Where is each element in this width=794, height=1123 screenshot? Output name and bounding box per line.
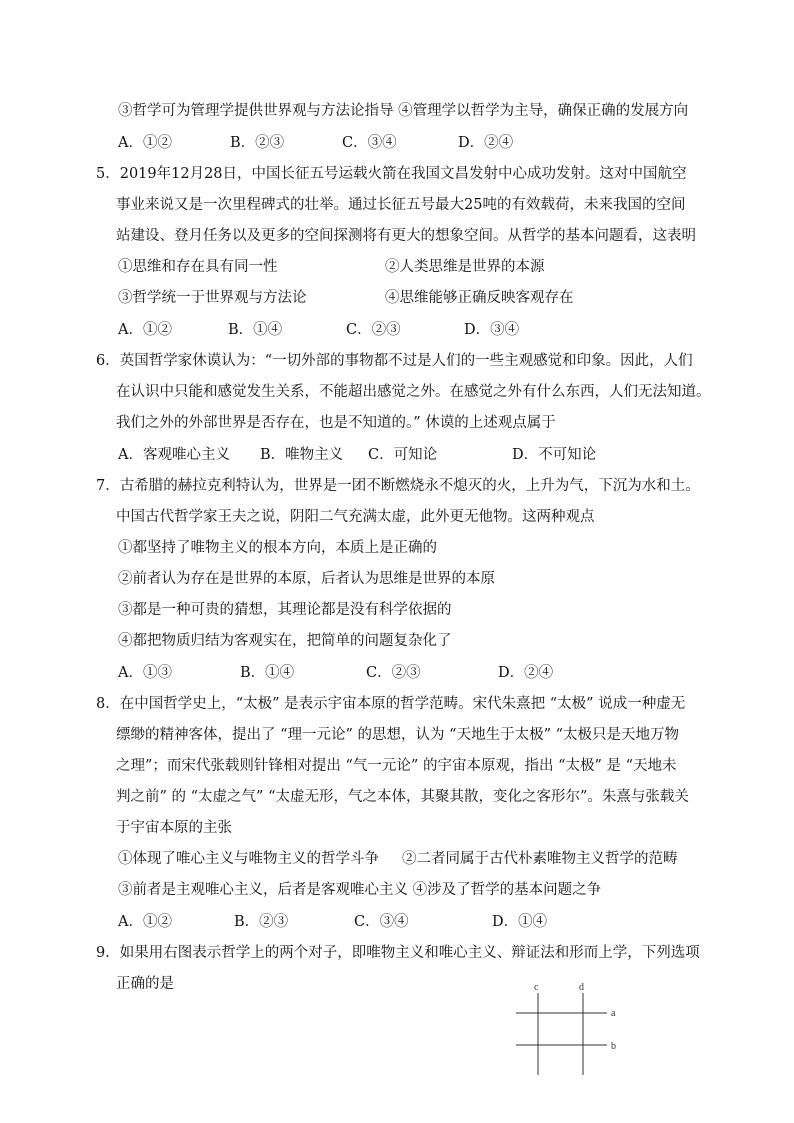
q7-statement-4: ④都把物质归结为客观实在，把简单的问题复杂化了 bbox=[118, 633, 452, 649]
q8-stem-line-1: 8．在中国哲学史上，“太极” 是表示宇宙本原的哲学范畴。宋代朱熹把 “太极” 说成一种虚无 bbox=[96, 696, 686, 712]
q4-option-a: A．①② bbox=[118, 135, 172, 151]
q8-statement-2: ②二者同属于古代朴素唯物主义哲学的范畴 bbox=[402, 851, 678, 867]
q8-stem-line-3: 之理”；而宋代张载则针锋相对提出 “气一元论” 的宇宙本原观，指出 “太极” 是 “天地未 bbox=[116, 758, 677, 774]
q6-stem-line-3: 我们之外的外部世界是否存在，也是不知道的。” 休谟的上述观点属于 bbox=[116, 415, 556, 431]
q7-statement-2: ②前者认为存在是世界的本原，后者认为思维是世界的本原 bbox=[118, 571, 495, 587]
q8-statement-1: ①体现了唯心主义与唯物主义的哲学斗争 bbox=[118, 851, 379, 867]
q6-option-b: B．唯物主义 bbox=[260, 447, 344, 463]
q9-grid-diagram bbox=[510, 975, 630, 1075]
q5-option-c: C．②③ bbox=[346, 322, 401, 338]
q5-statement-4: ④思维能够正确反映客观存在 bbox=[385, 290, 574, 306]
q4-option-d: D．②④ bbox=[458, 135, 514, 151]
q7-stem-line-2: 中国古代哲学家王夫之说，阴阳二气充满太虚，此外更无他物。这两种观点 bbox=[116, 509, 595, 525]
q8-option-d: D．①④ bbox=[492, 914, 548, 930]
q5-option-b: B．①④ bbox=[228, 322, 283, 338]
q6-stem-line-1: 6．英国哲学家休谟认为：“一切外部的事物都不过是人们的一些主观感觉和印象。因此，人们 bbox=[96, 353, 693, 369]
q5-statement-3: ③哲学统一于世界观与方法论 bbox=[118, 290, 307, 306]
label-d: d bbox=[579, 982, 584, 993]
q7-stem-line-1: 7．古希腊的赫拉克利特认为，世界是一团不断燃烧永不熄灭的火，上升为气，下沉为水和土。 bbox=[96, 478, 700, 494]
q7-option-c: C．②③ bbox=[366, 665, 421, 681]
q5-statement-2: ②人类思维是世界的本源 bbox=[385, 259, 545, 275]
q5-statement-1: ①思维和存在具有同一性 bbox=[118, 259, 278, 275]
q6-option-d: D．不可知论 bbox=[512, 447, 597, 463]
q5-stem-line-1: 5．2019年12月28日，中国长征五号运载火箭在我国文昌发射中心成功发射。这对中国航空 bbox=[96, 166, 687, 182]
label-c: c bbox=[534, 982, 539, 993]
q7-option-a: A．①③ bbox=[118, 665, 172, 681]
q7-option-d: D．②④ bbox=[498, 665, 554, 681]
q6-option-c: C．可知论 bbox=[368, 447, 438, 463]
q9-stem-line-1: 9．如果用右图表示哲学上的两个对子，即唯物主义和唯心主义、辩证法和形而上学，下列选项 bbox=[96, 945, 700, 961]
q7-option-b: B．①④ bbox=[240, 665, 295, 681]
q8-stem-line-2: 缥缈的精神客体，提出了 “理一元论” 的思想，认为 “天地生于太极” “太极只是天地万物 bbox=[116, 727, 679, 743]
q6-option-a: A．客观唯心主义 bbox=[118, 447, 230, 463]
q5-option-a: A．①② bbox=[118, 322, 172, 338]
q5-stem-line-3: 站建设、登月任务以及更多的空间探测将有更大的想象空间。从哲学的基本问题看，这表明 bbox=[116, 228, 696, 244]
q8-stem-line-5: 于宇宙本原的主张 bbox=[116, 820, 232, 836]
q8-option-b: B．②③ bbox=[234, 914, 289, 930]
q4-option-b: B．②③ bbox=[230, 135, 285, 151]
q8-statement-3-4: ③前者是主观唯心主义，后者是客观唯心主义 ④涉及了哲学的基本问题之争 bbox=[118, 882, 602, 898]
q5-stem-line-2: 事业来说又是一次里程碑式的壮举。通过长征五号最大25吨的有效载荷，未来我国的空间 bbox=[116, 197, 686, 213]
q4-option-c: C．③④ bbox=[342, 135, 397, 151]
q8-option-a: A．①② bbox=[118, 914, 172, 930]
q6-stem-line-2: 在认识中只能和感觉发生关系，不能超出感觉之外。在感觉之外有什么东西，人们无法知道。 bbox=[116, 384, 711, 400]
q4-statement-3-4: ③哲学可为管理学提供世界观与方法论指导 ④管理学以哲学为主导，确保正确的发展方向 bbox=[118, 103, 689, 119]
q5-option-d: D．③④ bbox=[464, 322, 520, 338]
q7-statement-3: ③都是一种可贵的猜想，其理论都是没有科学依据的 bbox=[118, 602, 452, 618]
label-a: a bbox=[611, 1008, 616, 1019]
label-b: b bbox=[611, 1041, 616, 1052]
q8-option-c: C．③④ bbox=[354, 914, 409, 930]
q9-stem-line-2: 正确的是 bbox=[116, 976, 174, 992]
q8-stem-line-4: 判之前” 的 “太虚之气” “太虚无形，气之本体，其聚其散，变化之客形尔”。朱熹与张载关 bbox=[116, 789, 689, 805]
q7-statement-1: ①都坚持了唯物主义的根本方向，本质上是正确的 bbox=[118, 540, 437, 556]
